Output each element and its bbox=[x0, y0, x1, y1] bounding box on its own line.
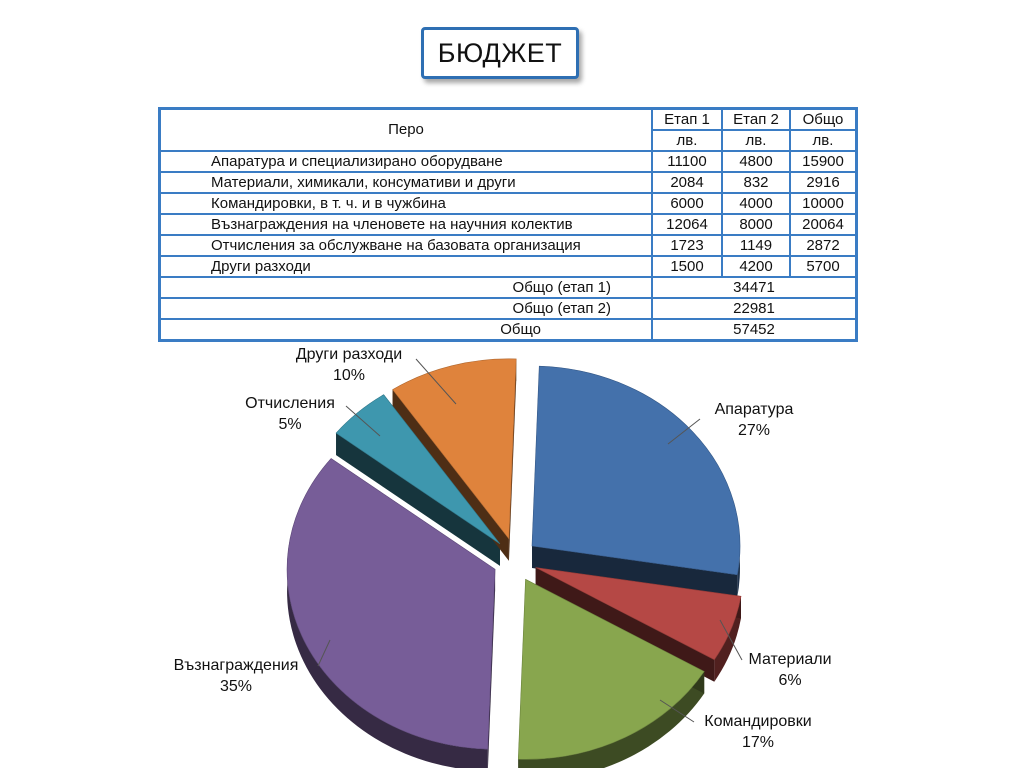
slice-label-percent: 35% bbox=[219, 678, 253, 695]
row-total: 2872 bbox=[790, 235, 856, 256]
row-stage1: 2084 bbox=[652, 172, 722, 193]
row-stage1: 1723 bbox=[652, 235, 722, 256]
slice-label-name: Апаратура bbox=[714, 401, 794, 418]
row-stage1: 6000 bbox=[652, 193, 722, 214]
slice-label-percent: 5% bbox=[278, 416, 302, 433]
summary-value: 22981 bbox=[652, 298, 856, 319]
slice-label-percent: 10% bbox=[332, 367, 366, 384]
slice-label-percent: 17% bbox=[741, 734, 775, 751]
header-item: Перо bbox=[160, 109, 652, 151]
row-label: Възнаграждения на членовете на научния колектив bbox=[160, 214, 652, 235]
unit-stage1: лв. bbox=[652, 130, 722, 151]
summary-value: 34471 bbox=[652, 277, 856, 298]
row-total: 20064 bbox=[790, 214, 856, 235]
slice-label-percent: 6% bbox=[778, 672, 802, 689]
summary-label: Общо (етап 2) bbox=[160, 298, 652, 319]
row-stage1: 1500 bbox=[652, 256, 722, 277]
header-total: Общо bbox=[790, 109, 856, 130]
row-total: 5700 bbox=[790, 256, 856, 277]
slice-label-percent: 27% bbox=[737, 422, 771, 439]
row-stage1: 11100 bbox=[652, 151, 722, 172]
header-stage1: Етап 1 bbox=[652, 109, 722, 130]
row-stage2: 4000 bbox=[722, 193, 790, 214]
header-stage2: Етап 2 bbox=[722, 109, 790, 130]
row-stage2: 8000 bbox=[722, 214, 790, 235]
slice-label-name: Отчисления bbox=[245, 395, 335, 412]
row-stage1: 12064 bbox=[652, 214, 722, 235]
row-total: 2916 bbox=[790, 172, 856, 193]
row-total: 10000 bbox=[790, 193, 856, 214]
row-stage2: 832 bbox=[722, 172, 790, 193]
row-label: Апаратура и специализирано оборудване bbox=[160, 151, 652, 172]
summary-label: Общо (етап 1) bbox=[160, 277, 652, 298]
slice-label-name: Материали bbox=[748, 651, 832, 668]
slice-label-name: Командировки bbox=[704, 713, 812, 730]
slice-label-name: Други разходи bbox=[295, 346, 403, 363]
pie-slice-1 bbox=[532, 366, 740, 575]
unit-total: лв. bbox=[790, 130, 856, 151]
row-total: 15900 bbox=[790, 151, 856, 172]
row-stage2: 1149 bbox=[722, 235, 790, 256]
row-label: Командировки, в т. ч. и в чужбина bbox=[160, 193, 652, 214]
page-title: БЮДЖЕТ bbox=[421, 27, 579, 79]
slice-label-name: Възнаграждения bbox=[173, 657, 299, 674]
summary-value: 57452 bbox=[652, 319, 856, 340]
row-label: Материали, химикали, консумативи и други bbox=[160, 172, 652, 193]
row-label: Отчисления за обслужване на базовата организация bbox=[160, 235, 652, 256]
unit-stage2: лв. bbox=[722, 130, 790, 151]
row-stage2: 4200 bbox=[722, 256, 790, 277]
row-label: Други разходи bbox=[160, 256, 652, 277]
summary-label: Общо bbox=[160, 319, 652, 340]
row-stage2: 4800 bbox=[722, 151, 790, 172]
